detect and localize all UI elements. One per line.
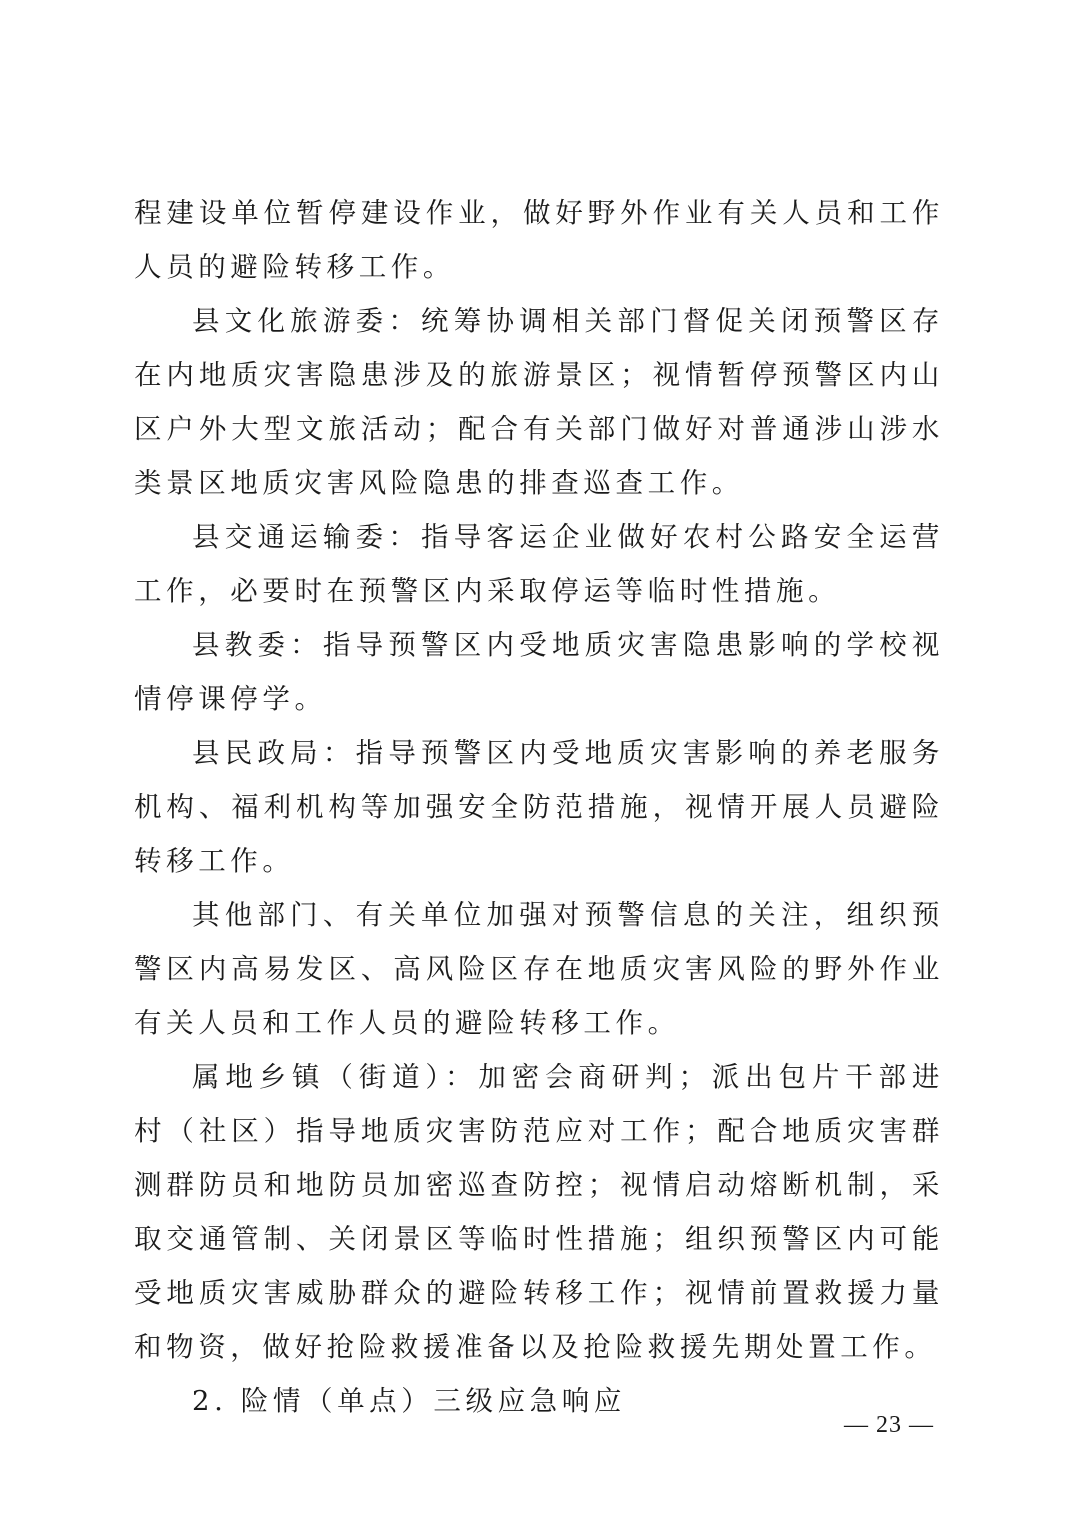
page-number: — 23 — bbox=[844, 1412, 934, 1438]
document-body bbox=[134, 186, 944, 1428]
section-heading: 2. 险情（单点）三级应急响应 bbox=[192, 1385, 626, 1417]
paragraph-culture-tourism: 县文化旅游委：统筹协调相关部门督促关闭预警区存在内地质灾害隐患涉及的旅游景区；视情暂停预警区内山区户外大型文旅活动；配合有关部门做好对普通涉山涉水类景区地质灾害风险隐患的排查巡查工作。 bbox=[134, 305, 944, 499]
paragraph-education: 县教委：指导预警区内受地质灾害隐患影响的学校视情停课停学。 bbox=[134, 629, 944, 715]
paragraph-other-departments: 其他部门、有关单位加强对预警信息的关注，组织预警区内高易发区、高风险区存在地质灾害风险的野外作业有关人员和工作人员的避险转移工作。 bbox=[134, 899, 944, 1039]
paragraph-continuation: 程建设单位暂停建设作业，做好野外作业有关人员和工作人员的避险转移工作。 bbox=[134, 197, 944, 283]
paragraph-civil-affairs: 县民政局：指导预警区内受地质灾害影响的养老服务机构、福利机构等加强安全防范措施，视情开展人员避险转移工作。 bbox=[134, 737, 944, 877]
paragraph-townships: 属地乡镇（街道）：加密会商研判；派出包片干部进村（社区）指导地质灾害防范应对工作；配合地质灾害群测群防员和地防员加密巡查防控；视情启动熔断机制，采取交通管制、关闭景区等临时性措施；组织预警区内可能受地质灾害威胁群众的避险转移工作；视情前置救援力量和物资，做好抢险救援准备以及抢险救援先期处置工作。 bbox=[134, 1061, 944, 1363]
paragraph-transport: 县交通运输委：指导客运企业做好农村公路安全运营工作，必要时在预警区内采取停运等临时性措施。 bbox=[134, 521, 944, 607]
